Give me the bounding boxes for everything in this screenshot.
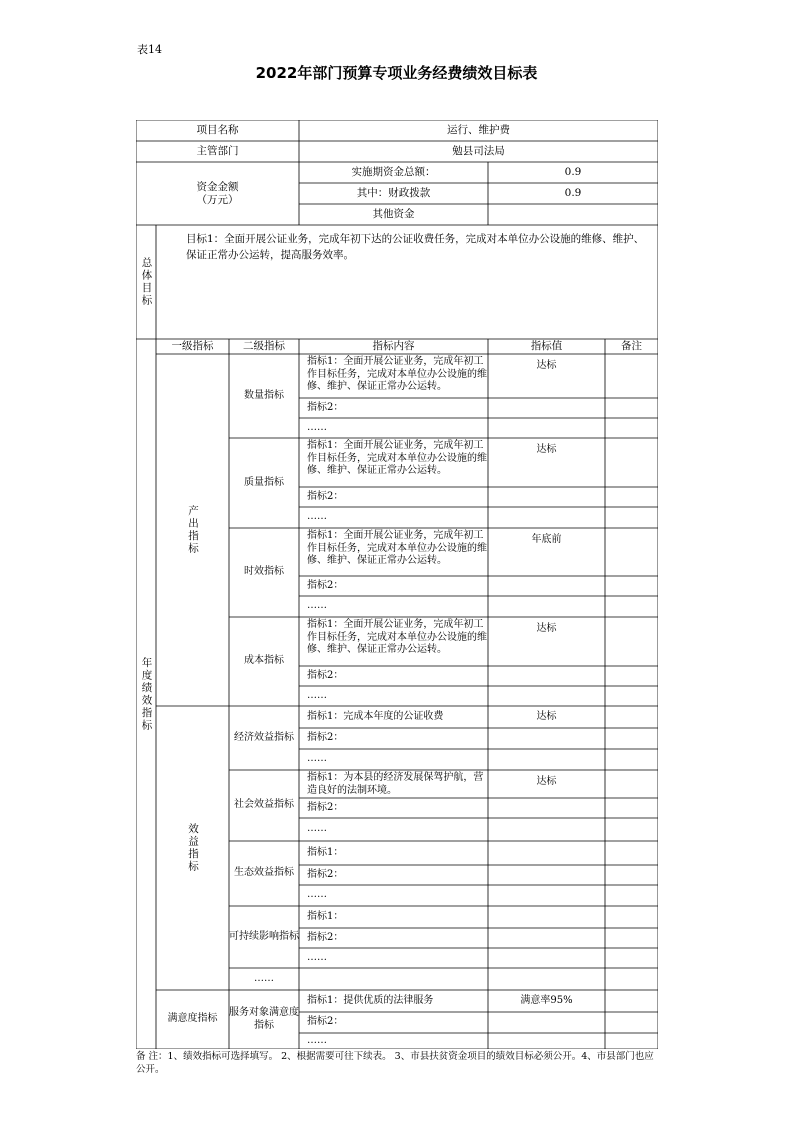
- total-funds-value: 0.9: [564, 166, 582, 178]
- indicator-remark: [605, 507, 658, 528]
- level2-indicator: ……: [254, 972, 274, 984]
- indicator-remark: [605, 418, 658, 438]
- project-name-label: 项目名称: [196, 124, 239, 136]
- project-name-value: 运行、维护费: [447, 124, 510, 136]
- indicator-content: 指标2：: [307, 868, 344, 880]
- indicator-remark: [605, 617, 658, 666]
- indicator-value: [488, 841, 605, 865]
- indicator-value: [488, 418, 605, 438]
- indicator-content: ……: [307, 511, 327, 523]
- indicator-content: [299, 968, 488, 990]
- indicator-content: 指标1：全面开展公证业务，完成年初工作目标任务，完成对本单位办公设施的维修、维护、保证正常办公运转。: [307, 530, 487, 566]
- indicator-value: [488, 596, 605, 617]
- indicator-value: 达标: [536, 360, 557, 371]
- indicator-content: 指标2：: [307, 669, 344, 681]
- indicator-value: [488, 507, 605, 528]
- indicator-content: 指标2：: [307, 931, 344, 943]
- indicator-value: [488, 749, 605, 770]
- indicator-value: 达标: [536, 776, 557, 787]
- page-title: 2022年部门预算专项业务经费绩效目标表: [255, 64, 538, 82]
- indicator-value: 达标: [536, 444, 557, 455]
- indicator-remark: [605, 728, 658, 749]
- col-header-level1: 一级指标: [171, 340, 214, 352]
- col-header-level2: 二级指标: [243, 340, 285, 352]
- indicator-value: 达标: [536, 710, 557, 722]
- indicator-remark: [605, 968, 658, 990]
- indicator-content: ……: [307, 600, 327, 612]
- indicator-remark: [605, 885, 658, 906]
- indicator-remark: [605, 818, 658, 841]
- indicator-content: 指标1：完成本年度的公证收费: [307, 710, 444, 722]
- overall-goal-label: 总体目标: [140, 257, 153, 307]
- indicator-content: ……: [307, 753, 327, 765]
- indicator-value: [488, 686, 605, 706]
- level1-indicator: 效益指标: [187, 823, 199, 873]
- level2-indicator: 质量指标: [244, 476, 284, 488]
- level2-indicator: 经济效益指标: [234, 731, 294, 743]
- indicator-content: 指标1：全面开展公证业务，完成年初工作目标任务，完成对本单位办公设施的维修、维护、保证正常办公运转。: [307, 440, 487, 476]
- indicator-value: 满意率95%: [520, 994, 573, 1006]
- indicator-remark: [605, 990, 658, 1012]
- indicator-content: 指标2：: [307, 490, 344, 502]
- indicator-content: ……: [307, 689, 327, 701]
- indicator-content: 指标2：: [307, 732, 344, 744]
- indicator-remark: [605, 928, 658, 948]
- level2-indicator: 可持续影响指标: [229, 930, 299, 942]
- indicator-remark: [605, 798, 658, 818]
- indicator-remark: [605, 841, 658, 865]
- other-funds-value: [488, 204, 658, 225]
- col-header-value: 指标值: [530, 340, 563, 352]
- indicator-value: [488, 928, 605, 948]
- level1-indicator: 产出指标: [187, 505, 199, 555]
- indicator-content: 指标1：: [307, 910, 344, 922]
- indicator-value: 达标: [536, 623, 557, 634]
- indicator-value: [488, 906, 605, 928]
- level2-indicator: 时效指标: [244, 566, 284, 578]
- total-funds-label: 实施期资金总额：: [351, 166, 436, 178]
- other-funds-label: 其他资金: [372, 208, 415, 220]
- indicator-value: [488, 666, 605, 686]
- indicator-remark: [605, 666, 658, 686]
- indicator-remark: [605, 596, 658, 617]
- funds-label: 资金金额 （万元）: [196, 180, 239, 206]
- indicator-content: 指标1：: [307, 846, 344, 858]
- indicator-content: ……: [307, 421, 327, 433]
- indicator-content: 指标2：: [307, 579, 344, 591]
- fiscal-funds-value: 0.9: [564, 187, 582, 199]
- indicator-value: [488, 1033, 605, 1049]
- level2-indicator: 数量指标: [244, 389, 284, 401]
- annual-indicators-label: 年度绩效指标: [140, 656, 153, 732]
- indicator-remark: [605, 438, 658, 487]
- indicator-remark: [605, 948, 658, 968]
- table-number-label: 表14: [137, 43, 162, 56]
- indicator-value: [488, 487, 605, 507]
- indicator-remark: [605, 749, 658, 770]
- col-header-content: 指标内容: [372, 340, 415, 352]
- indicator-remark: [605, 1012, 658, 1033]
- indicator-remark: [605, 706, 658, 728]
- level2-indicator: 生态效益指标: [234, 867, 294, 879]
- indicator-value: [488, 576, 605, 596]
- indicator-remark: [605, 865, 658, 885]
- indicator-remark: [605, 686, 658, 706]
- dept-value: 勉县司法局: [452, 145, 505, 157]
- indicator-value: [488, 818, 605, 841]
- indicator-value: [488, 398, 605, 418]
- indicator-value: [488, 948, 605, 968]
- indicator-remark: [605, 354, 658, 398]
- indicator-content: ……: [307, 1034, 327, 1046]
- indicator-remark: [605, 528, 658, 576]
- fiscal-funds-label: 其中：财政拨款: [356, 187, 431, 199]
- overall-goal-text: 目标1：全面开展公证业务，完成年初下达的公证收费任务，完成对本单位办公设施的维修、维护、保证正常办公运转，提高服务效率。: [186, 233, 645, 261]
- indicator-content: ……: [307, 889, 327, 901]
- indicator-value: 年底前: [531, 534, 562, 545]
- indicator-remark: [605, 1033, 658, 1049]
- indicator-content: 指标1：全面开展公证业务，完成年初工作目标任务，完成对本单位办公设施的维修、维护、保证正常办公运转。: [307, 619, 487, 655]
- level2-indicator: 社会效益指标: [234, 799, 294, 811]
- indicator-content: 指标1：为本县的经济发展保驾护航，营造良好的法制环境。: [307, 772, 484, 796]
- indicator-content: 指标2：: [307, 401, 344, 413]
- indicator-value: [488, 798, 605, 818]
- indicator-value: [488, 728, 605, 749]
- level1-indicator: 满意度指标: [167, 1013, 218, 1025]
- indicator-value: [488, 865, 605, 885]
- level2-indicator: 成本指标: [244, 655, 284, 667]
- level2-indicator: 服务对象满意度指标: [229, 1007, 299, 1031]
- col-header-remark: 备注: [621, 340, 642, 352]
- indicator-value: [488, 885, 605, 906]
- indicator-content: 指标2：: [307, 801, 344, 813]
- indicator-remark: [605, 487, 658, 507]
- indicator-value: [488, 968, 605, 990]
- indicator-content: 指标2：: [307, 1016, 344, 1028]
- indicator-remark: [605, 576, 658, 596]
- indicator-remark: [605, 770, 658, 798]
- indicator-content: ……: [307, 951, 327, 963]
- indicator-value: [488, 1012, 605, 1033]
- footnote: 备 注：1、绩效指标可选择填写。 2、根据需要可往下续表。 3、市县扶贫资金项目的绩效目标必须公开。4、市县部门也应公开。: [136, 1051, 654, 1075]
- indicator-remark: [605, 398, 658, 418]
- indicator-content: ……: [307, 823, 327, 835]
- performance-table: [136, 120, 658, 1049]
- indicator-content: 指标1：全面开展公证业务，完成年初工作目标任务，完成对本单位办公设施的维修、维护、保证正常办公运转。: [307, 356, 487, 392]
- indicator-content: 指标1：提供优质的法律服务: [307, 994, 434, 1006]
- dept-label: 主管部门: [196, 145, 239, 157]
- indicator-remark: [605, 906, 658, 928]
